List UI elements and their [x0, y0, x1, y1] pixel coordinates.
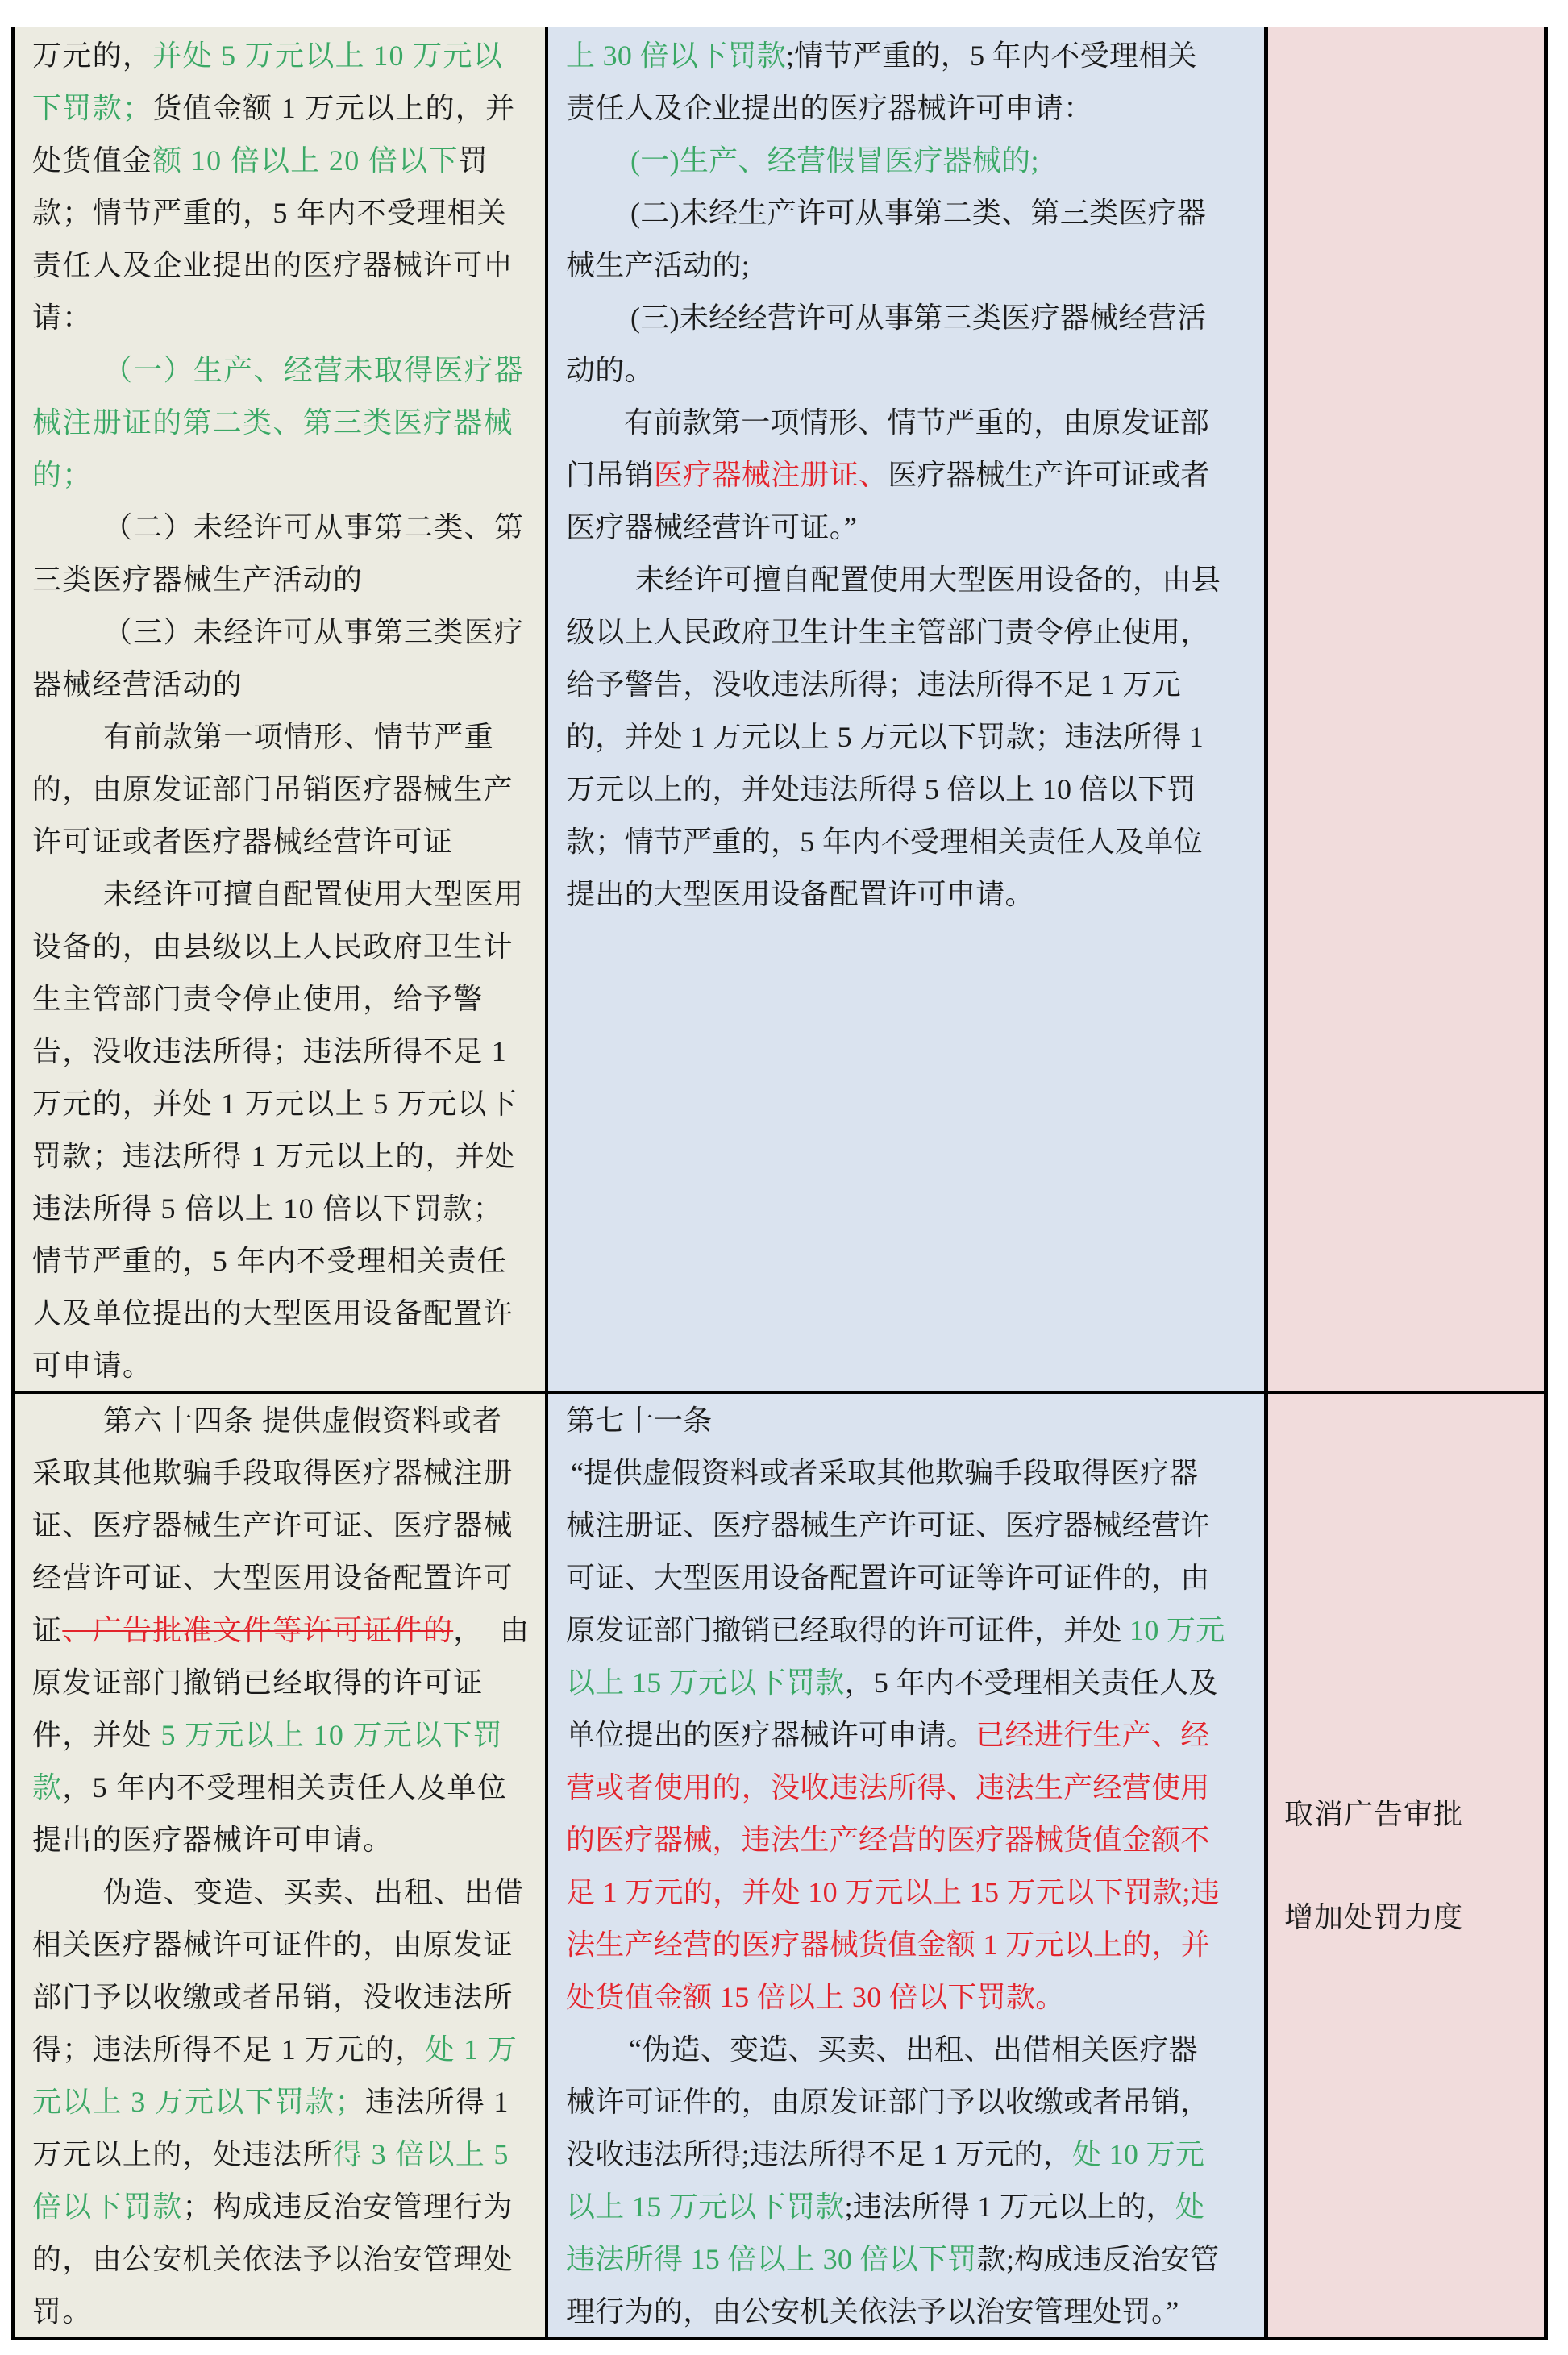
text-line [32, 1762, 545, 1814]
text-segment: ， 由 [453, 1614, 530, 1646]
text-segment: 理行为的，由公安机关依法予以治安管理处罚。” [566, 2295, 1179, 2328]
green-highlight-text: 并处 5 万元以上 10 万元以 [152, 40, 504, 72]
green-highlight-text: 10 万元 [1129, 1614, 1225, 1646]
text-segment: 情节严重的，5 年内不受理相关责任 [32, 1245, 508, 1277]
remarks-cell [1268, 27, 1544, 1391]
text-segment: 第七十一条 [566, 1404, 713, 1437]
text-segment: 万元以上的，处违法所 [32, 2138, 334, 2170]
text-segment: 万元的，并处 1 万元以上 5 万元以下 [32, 1088, 518, 1120]
green-highlight-text: 得 3 倍以上 5 [333, 2138, 509, 2170]
text-line [32, 1130, 545, 1183]
table-row [15, 1394, 1544, 2337]
text-line [32, 868, 545, 921]
green-highlight-text: 违法所得 15 倍以上 30 倍以下罚 [566, 2243, 977, 2275]
text-line [566, 1395, 1264, 1447]
text-segment: 罚 [458, 144, 489, 177]
text-segment: 款;构成违反治安管 [976, 2243, 1220, 2275]
revised-regulation-cell [548, 27, 1268, 1391]
text-line [566, 2128, 1264, 2181]
text-line [32, 82, 545, 135]
text-segment: 人及单位提出的大型医用设备配置许 [32, 1297, 514, 1329]
green-highlight-text: 额 10 倍以上 20 倍以下 [152, 144, 459, 177]
text-segment: 医疗器械经营许可证。” [566, 511, 858, 543]
text-line [566, 187, 1264, 239]
text-segment: ，5 年内不受理相关责任人及单位 [62, 1771, 508, 1804]
text-line [32, 1447, 545, 1500]
text-segment: 原发证部门撤销已经取得的许可证件，并处 [566, 1614, 1130, 1646]
text-line [32, 1604, 545, 1657]
text-line [566, 1971, 1264, 2024]
text-segment: 万元的， [32, 40, 153, 72]
text-line [566, 606, 1264, 659]
text-line [32, 1866, 545, 1919]
text-segment: 械生产活动的; [566, 249, 751, 281]
text-segment: 生主管部门责令停止使用，给予警 [32, 983, 484, 1015]
text-line [32, 1657, 545, 1709]
text-line [32, 344, 545, 397]
text-line [32, 30, 545, 82]
text-line [32, 187, 545, 239]
text-line [566, 2181, 1264, 2233]
text-segment: 伪造、变造、买卖、出租、出借 [103, 1876, 525, 1908]
text-segment: 有前款第一项情形、情节严重的，由原发证部 [624, 406, 1210, 439]
text-line [566, 2286, 1264, 2338]
text-segment: ;情节严重的，5 年内不受理相关 [786, 40, 1197, 72]
text-segment: “提供虚假资料或者采取其他欺骗手段取得医疗器 [571, 1457, 1199, 1489]
text-segment: 门吊销 [566, 459, 654, 491]
text-line [1284, 1788, 1544, 1840]
green-highlight-text: 倍以下罚款 [32, 2191, 183, 2223]
text-line [32, 239, 545, 292]
text-segment: 款；情节严重的，5 年内不受理相关责任人及单位 [566, 826, 1203, 858]
text-line [566, 711, 1264, 764]
text-segment: （二）未经许可从事第二类、第 [103, 511, 525, 543]
revised-regulation-cell [548, 1394, 1268, 2337]
green-highlight-text: 处 1 万 [425, 2033, 518, 2066]
text-line [32, 1814, 545, 1866]
text-segment: 的，由原发证部门吊销医疗器械生产 [32, 773, 514, 805]
text-line [566, 30, 1264, 82]
text-line [32, 449, 545, 501]
text-line [566, 292, 1264, 344]
text-line [32, 1183, 545, 1235]
red-added-text: 足 1 万元的，并处 10 万元以上 15 万元以下罚款;违 [566, 1876, 1221, 1908]
text-line [32, 135, 545, 187]
text-line [566, 2076, 1264, 2128]
text-line [566, 1762, 1264, 1814]
text-line [566, 449, 1264, 501]
text-segment: 取消广告审批 [1284, 1798, 1464, 1830]
text-segment: 万元以上的，并处违法所得 5 倍以上 10 倍以下罚 [566, 773, 1196, 805]
text-segment: 器械经营活动的 [32, 668, 243, 701]
text-segment: 违法所得 1 [364, 2086, 509, 2118]
red-added-text: 法生产经营的医疗器械货值金额 1 万元以上的，并 [566, 1929, 1211, 1961]
text-segment: 证 [32, 1614, 63, 1646]
text-line [566, 135, 1264, 187]
red-added-text: 营或者使用的，没收违法所得、违法生产经营使用 [566, 1771, 1210, 1804]
green-highlight-text: 械注册证的第二类、第三类医疗器械 [32, 406, 514, 439]
text-segment: 原发证部门撤销已经取得的许可证 [32, 1666, 484, 1699]
text-line [566, 1552, 1264, 1604]
text-segment: 提出的大型医用设备配置许可申请。 [566, 878, 1034, 910]
text-line [566, 1866, 1264, 1919]
green-highlight-text: 元以上 3 万元以下罚款； [32, 2086, 365, 2118]
text-segment: 违法所得 5 倍以上 10 倍以下罚款； [32, 1192, 503, 1225]
text-line [32, 1288, 545, 1340]
text-segment: 货值金额 1 万元以上的，并 [152, 92, 516, 124]
text-segment: 设备的，由县级以上人民政府卫生计 [32, 930, 514, 963]
green-highlight-text: 下罚款； [32, 92, 153, 124]
text-line [32, 764, 545, 816]
text-line [32, 2076, 545, 2128]
text-line [1284, 1840, 1544, 1891]
text-line [32, 711, 545, 764]
text-segment: 罚。 [32, 2295, 93, 2328]
text-segment: 责任人及企业提出的医疗器械许可申请： [566, 92, 1093, 124]
text-segment: 的，并处 1 万元以上 5 万元以下罚款；违法所得 1 [566, 721, 1204, 753]
text-line [566, 1814, 1264, 1866]
text-line [566, 816, 1264, 868]
text-line [32, 2128, 545, 2181]
green-highlight-text: 以上 15 万元以下罚款 [566, 2191, 845, 2223]
text-segment: 械注册证、医疗器械生产许可证、医疗器械经营许 [566, 1509, 1210, 1542]
text-line [32, 921, 545, 973]
text-line [566, 397, 1264, 449]
text-segment: 第六十四条 提供虚假资料或者 [103, 1404, 503, 1437]
text-line [32, 1971, 545, 2024]
text-segment: 得；违法所得不足 1 万元的， [32, 2033, 426, 2066]
text-segment: 证、医疗器械生产许可证、医疗器械 [32, 1509, 514, 1542]
text-segment: “伪造、变造、买卖、出租、出借相关医疗器 [629, 2033, 1198, 2066]
text-line [32, 973, 545, 1026]
red-added-text: 医疗器械注册证、 [653, 459, 888, 491]
text-segment: 请： [32, 302, 93, 334]
text-line [566, 868, 1264, 921]
text-segment: 采取其他欺骗手段取得医疗器械注册 [32, 1457, 514, 1489]
text-line [32, 2233, 545, 2286]
text-line [1284, 1891, 1544, 1943]
text-segment: 增加处罚力度 [1284, 1901, 1464, 1933]
green-highlight-text: 上 30 倍以下罚款 [566, 40, 786, 72]
text-line [32, 1552, 545, 1604]
green-highlight-text: (一)生产、经营假冒医疗器械的; [630, 144, 1039, 177]
text-line [32, 1340, 545, 1392]
text-line [32, 292, 545, 344]
regulation-comparison-table [11, 27, 1548, 2340]
text-line [32, 1919, 545, 1971]
green-highlight-text: （一）生产、经营未取得医疗器 [103, 354, 525, 386]
text-segment: 处货值金 [32, 144, 153, 177]
text-segment: 可申请。 [32, 1350, 153, 1382]
text-line [566, 1709, 1264, 1762]
text-line [32, 1395, 545, 1447]
text-segment: ，5 年内不受理相关责任人及 [844, 1666, 1218, 1699]
green-highlight-text: 5 万元以上 10 万元以下罚 [160, 1719, 503, 1751]
text-segment: 有前款第一项情形、情节严重 [103, 721, 494, 753]
red-deleted-strikethrough-text: 、广告批准文件等许可证件的 [62, 1614, 454, 1646]
text-line [32, 1235, 545, 1288]
text-segment: 给予警告，没收违法所得；违法所得不足 1 万元 [566, 668, 1181, 701]
text-segment: (二)未经生产许可从事第二类、第三类医疗器 [630, 197, 1207, 229]
original-regulation-cell [15, 27, 548, 1391]
text-line [566, 1604, 1264, 1657]
text-segment: 罚款；违法所得 1 万元以上的，并处 [32, 1140, 516, 1172]
text-segment: ；构成违反治安管理行为 [182, 2191, 514, 2223]
text-line [32, 397, 545, 449]
text-segment: 单位提出的医疗器械许可申请。 [566, 1719, 976, 1751]
green-highlight-text: 款 [32, 1771, 63, 1804]
text-segment: 件，并处 [32, 1719, 161, 1751]
red-added-text: 的医疗器械，违法生产经营的医疗器械货值金额不 [566, 1824, 1210, 1856]
text-segment: 告，没收违法所得；违法所得不足 1 [32, 1035, 508, 1067]
text-line [566, 659, 1264, 711]
text-segment: 未经许可擅自配置使用大型医用 [103, 878, 525, 910]
text-line [32, 606, 545, 659]
text-line [566, 1919, 1264, 1971]
text-line [566, 2024, 1264, 2076]
text-segment: ;违法所得 1 万元以上的， [844, 2191, 1175, 2223]
text-line [566, 82, 1264, 135]
red-added-text: 已经进行生产、经 [975, 1719, 1210, 1751]
text-segment: 部门予以收缴或者吊销，没收违法所 [32, 1981, 514, 2013]
text-line [566, 764, 1264, 816]
text-line [566, 239, 1264, 292]
text-segment: 未经许可擅自配置使用大型医用设备的，由县 [635, 564, 1221, 596]
text-segment: 医疗器械生产许可证或者 [888, 459, 1210, 491]
text-line [566, 554, 1264, 606]
text-segment: 动的。 [566, 354, 654, 386]
text-line [566, 1447, 1264, 1500]
text-segment: 没收违法所得;违法所得不足 1 万元的， [566, 2138, 1073, 2170]
text-segment: 械许可证件的，由原发证部门予以收缴或者吊销， [566, 2086, 1210, 2118]
original-regulation-cell [15, 1394, 548, 2337]
text-segment: 提出的医疗器械许可申请。 [32, 1824, 393, 1856]
text-line [566, 1657, 1264, 1709]
text-line [32, 659, 545, 711]
green-highlight-text: 处 [1175, 2191, 1205, 2223]
text-line [566, 1500, 1264, 1552]
red-added-text: 处货值金额 15 倍以上 30 倍以下罚款。 [566, 1981, 1065, 2013]
text-line [32, 2181, 545, 2233]
text-line [566, 344, 1264, 397]
text-line [566, 501, 1264, 554]
text-segment: 相关医疗器械许可证件的，由原发证 [32, 1929, 514, 1961]
text-line [32, 1026, 545, 1078]
text-line [566, 2233, 1264, 2286]
text-line [32, 1500, 545, 1552]
text-line [32, 554, 545, 606]
text-segment: 责任人及企业提出的医疗器械许可申 [32, 249, 514, 281]
text-segment: （三）未经许可从事第三类医疗 [103, 616, 525, 648]
text-line [32, 1078, 545, 1130]
text-segment: 经营许可证、大型医用设备配置许可 [32, 1562, 514, 1594]
green-highlight-text: 处 10 万元 [1072, 2138, 1205, 2170]
green-highlight-text: 的； [32, 459, 93, 491]
text-segment: (三)未经经营许可从事第三类医疗器械经营活 [630, 302, 1207, 334]
text-segment: 许可证或者医疗器械经营许可证 [32, 826, 454, 858]
text-line [32, 501, 545, 554]
text-segment: 可证、大型医用设备配置许可证等许可证件的，由 [566, 1562, 1210, 1594]
remarks-cell [1268, 1394, 1544, 2337]
text-line [32, 2024, 545, 2076]
text-line [32, 1709, 545, 1762]
text-segment: 款；情节严重的，5 年内不受理相关 [32, 197, 508, 229]
text-line [32, 816, 545, 868]
text-segment: 级以上人民政府卫生计生主管部门责令停止使用， [566, 616, 1210, 648]
text-segment: 三类医疗器械生产活动的 [32, 564, 364, 596]
green-highlight-text: 以上 15 万元以下罚款 [566, 1666, 845, 1699]
text-line [32, 2286, 545, 2338]
text-segment: 的，由公安机关依法予以治安管理处 [32, 2243, 514, 2275]
table-row [15, 27, 1544, 1394]
